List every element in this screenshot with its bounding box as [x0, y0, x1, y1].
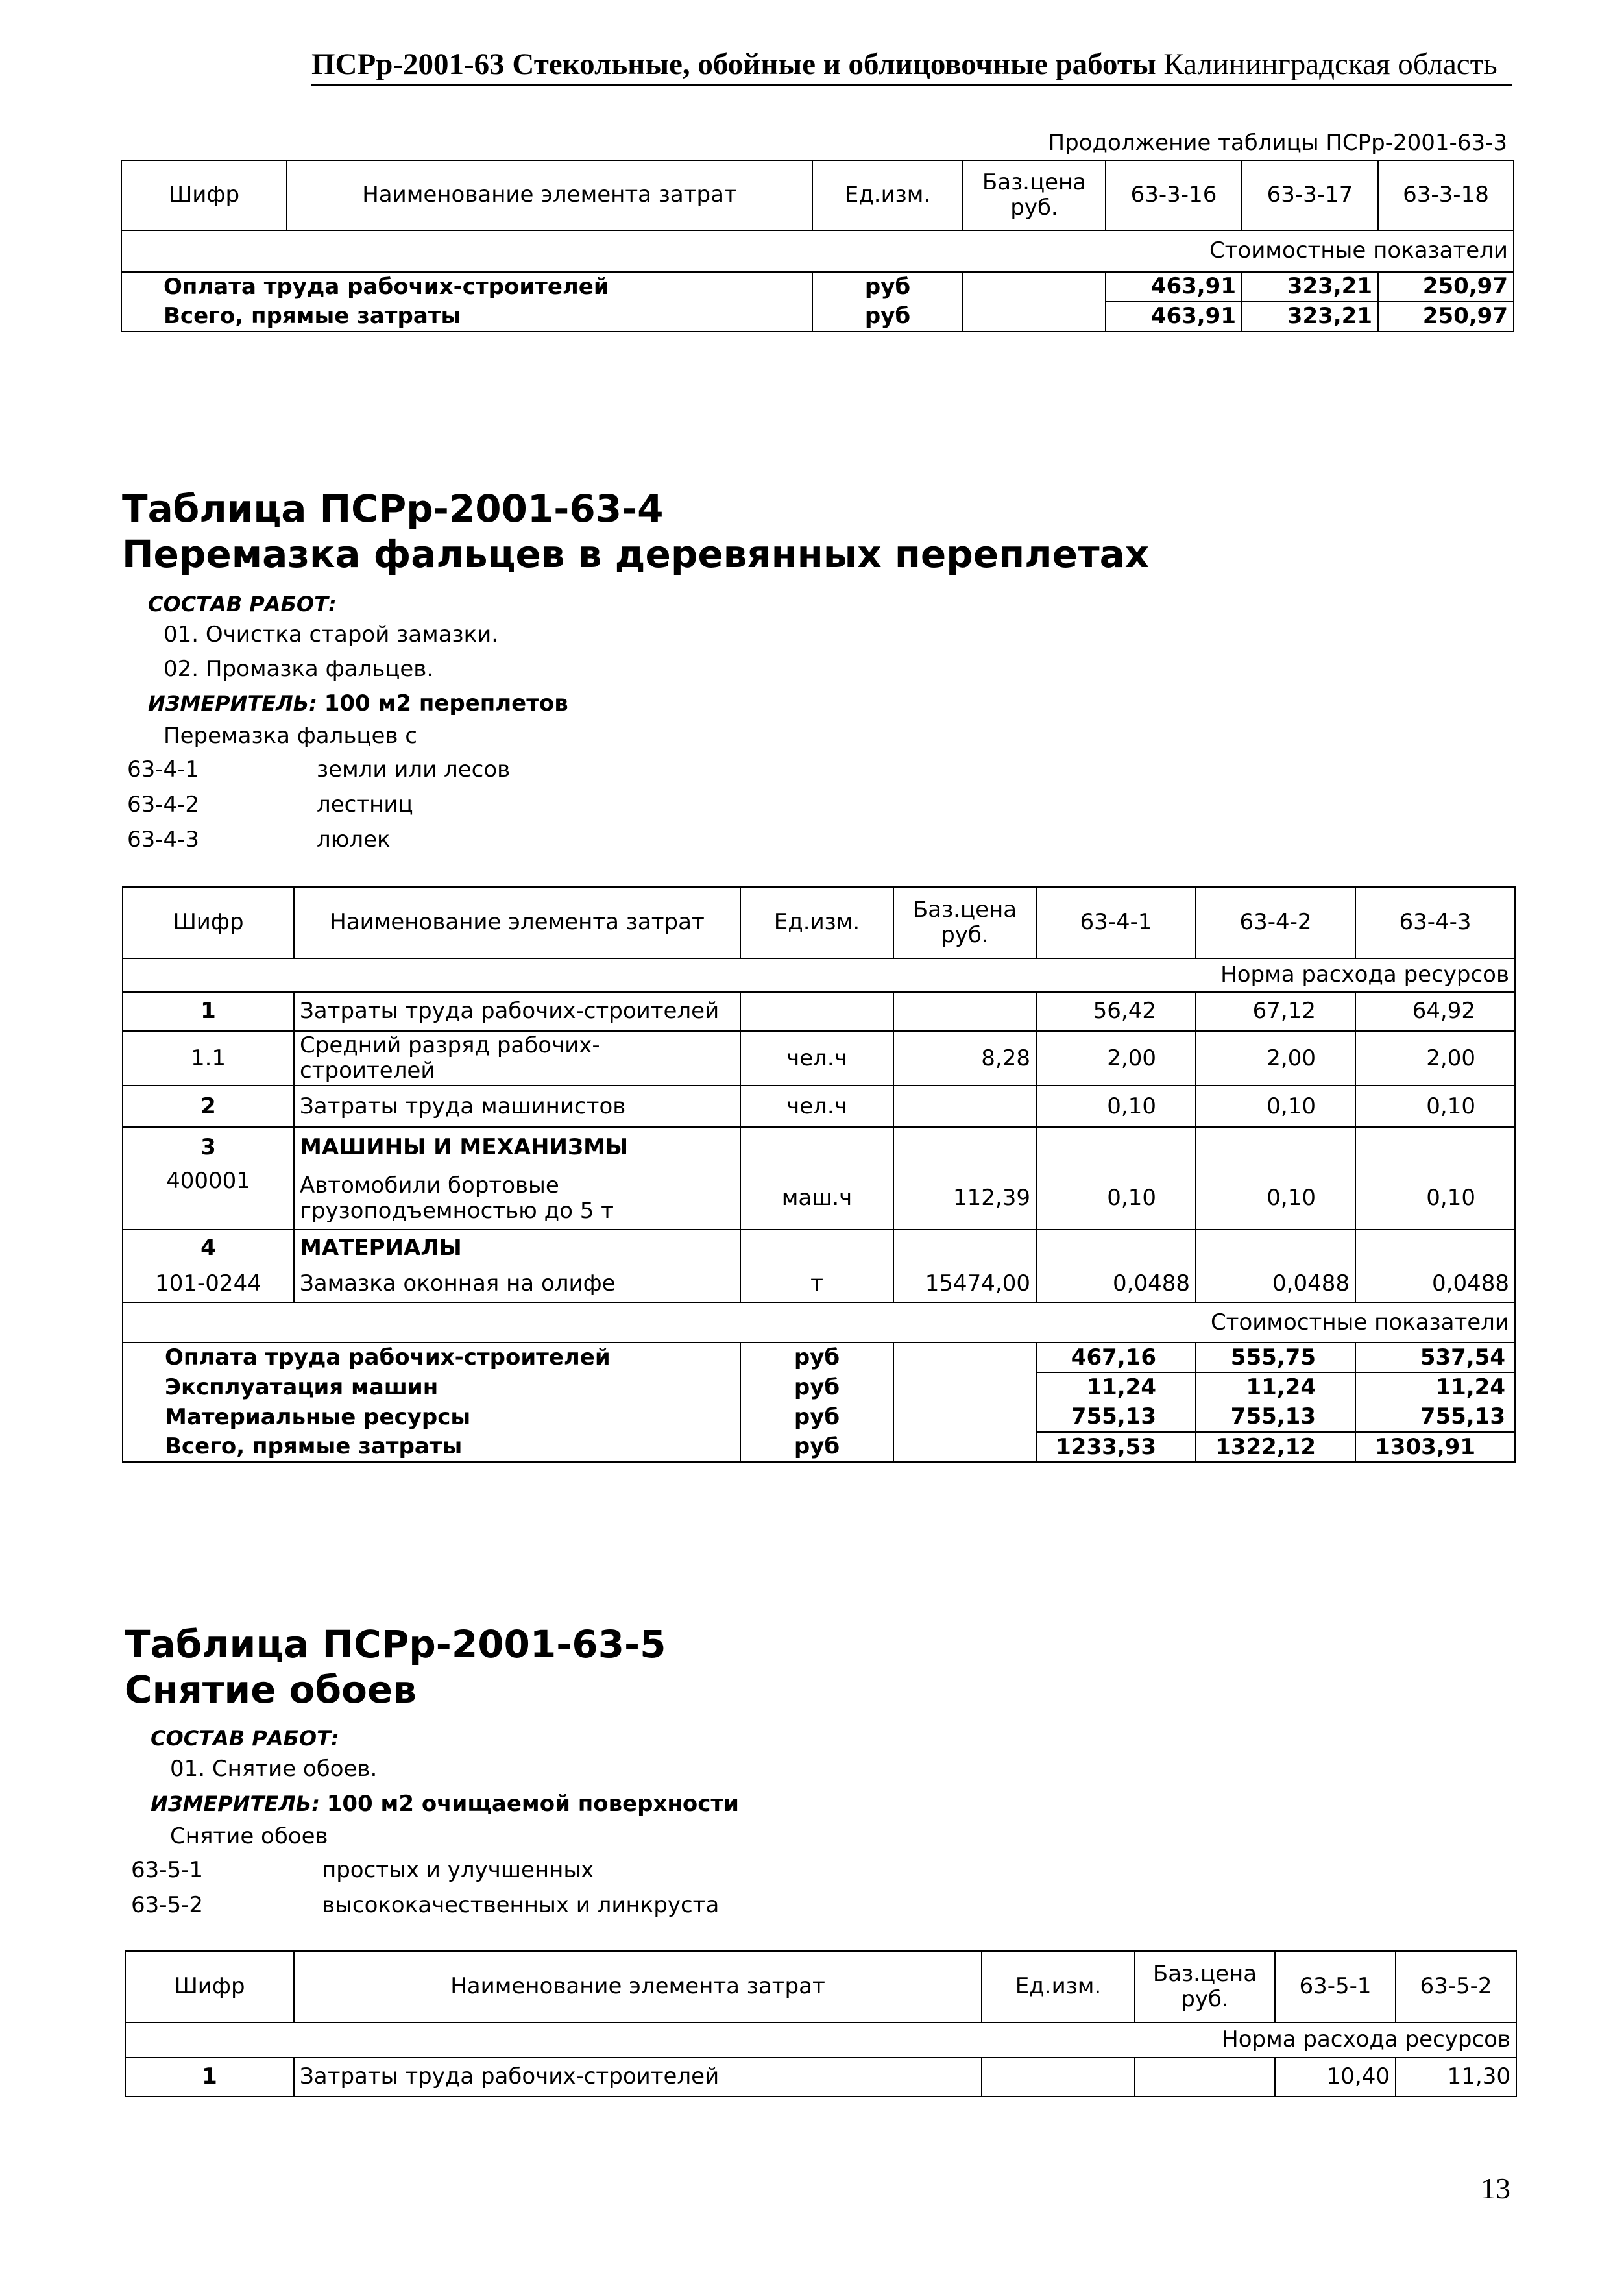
item-code: 63-4-3 — [127, 827, 200, 853]
meter-label: ИЗМЕРИТЕЛЬ: — [148, 691, 317, 716]
continuation-caption: Продолжение таблицы ПСРр-2001-63-3 — [1048, 130, 1507, 156]
col-header: 63-5-2 — [1396, 1951, 1516, 2023]
table-row — [123, 1266, 1515, 1302]
item-text: земли или лесов — [317, 757, 511, 783]
table-row — [121, 272, 1514, 302]
meter-label: ИЗМЕРИТЕЛЬ: — [151, 1792, 320, 1816]
row-value: 11,30 — [1396, 2058, 1516, 2096]
row-name: Затраты труда машинистов — [294, 1086, 740, 1127]
row-value: 64,92 — [1355, 992, 1515, 1031]
row-unit — [740, 992, 893, 1031]
row-value: 0,10 — [1036, 1167, 1196, 1230]
works-label: СОСТАВ РАБОТ: — [151, 1726, 339, 1751]
row-value: 323,21 — [1242, 302, 1378, 332]
header-title: ПСРр-2001-63 Стекольные, обойные и облицовочные работы — [311, 47, 1156, 81]
row-unit: чел.ч — [740, 1031, 893, 1086]
row-value: 11,24 — [1196, 1372, 1355, 1402]
row-code: 1 — [123, 992, 294, 1031]
row-value: 10,40 — [1275, 2058, 1396, 2096]
row-value: 323,21 — [1242, 272, 1378, 302]
table-row — [123, 1127, 1515, 1167]
row-name: Материальные ресурсы — [123, 1402, 740, 1432]
row-value: 250,97 — [1378, 272, 1514, 302]
item-code: 63-5-2 — [131, 1892, 204, 1918]
row-unit: руб — [740, 1432, 893, 1462]
col-unit-header: Ед.изм. — [740, 887, 893, 958]
row-value: 56,42 — [1036, 992, 1196, 1031]
table-row — [123, 1432, 1515, 1462]
col-header: 63-4-1 — [1036, 887, 1196, 958]
row-code: 101-0244 — [123, 1266, 294, 1302]
row-unit — [982, 2058, 1135, 2096]
row-value: 0,0488 — [1196, 1266, 1355, 1302]
row-price — [1135, 2058, 1275, 2096]
row-price — [893, 1086, 1036, 1127]
row-value: 0,10 — [1355, 1086, 1515, 1127]
row-value: 250,97 — [1378, 302, 1514, 332]
row-value: 467,16 — [1036, 1342, 1196, 1372]
table-row — [125, 2058, 1516, 2096]
row-price: 15474,00 — [893, 1266, 1036, 1302]
col-price-header: Баз.цена руб. — [893, 887, 1036, 958]
meter-line — [148, 690, 568, 716]
table-row — [123, 1167, 1515, 1230]
works-label: СОСТАВ РАБОТ: — [148, 592, 337, 616]
table-63-5 — [125, 1950, 1517, 2097]
row-name: Средний разряд рабочих-строителей — [294, 1031, 740, 1086]
row-unit: руб — [740, 1402, 893, 1432]
col-header: 63-5-1 — [1275, 1951, 1396, 2023]
table4-subtitle: Перемазка фальцев в деревянных переплетах — [122, 532, 1150, 576]
row-value: 755,13 — [1355, 1402, 1515, 1432]
col-name-header: Наименование элемента затрат — [287, 160, 812, 230]
row-value: 0,10 — [1196, 1167, 1355, 1230]
row-unit: чел.ч — [740, 1086, 893, 1127]
item-text: простых и улучшенных — [322, 1857, 594, 1883]
row-value: 1303,91 — [1355, 1432, 1515, 1462]
intro-text: Перемазка фальцев с — [164, 723, 417, 749]
item-code: 63-4-2 — [127, 792, 200, 818]
table4-title: Таблица ПСРр-2001-63-4 — [122, 487, 664, 531]
col-header: 63-3-18 — [1378, 160, 1514, 230]
row-name: МАШИНЫ И МЕХАНИЗМЫ — [294, 1127, 740, 1167]
row-code: 1.1 — [123, 1031, 294, 1086]
item-text: люлек — [317, 827, 391, 853]
row-value: 0,10 — [1196, 1086, 1355, 1127]
row-value: 555,75 — [1196, 1342, 1355, 1372]
row-name: Замазка оконная на олифе — [294, 1266, 740, 1302]
row-code: 4 — [123, 1230, 294, 1266]
row-unit: т — [740, 1266, 893, 1302]
row-value: 1322,12 — [1196, 1432, 1355, 1462]
table-row — [123, 1372, 1515, 1402]
row-value: 755,13 — [1036, 1402, 1196, 1432]
row-value: 0,0488 — [1036, 1266, 1196, 1302]
section-label: Стоимостные показатели — [123, 1302, 1515, 1342]
col-price-header: Баз.цена руб. — [963, 160, 1106, 230]
row-price — [893, 992, 1036, 1031]
row-name: Всего, прямые затраты — [121, 302, 812, 332]
table-row — [123, 1031, 1515, 1086]
row-name: Всего, прямые затраты — [123, 1432, 740, 1462]
item-text: высококачественных и линкруста — [322, 1892, 720, 1918]
table-row — [123, 1086, 1515, 1127]
row-name: Оплата труда рабочих-строителей — [123, 1342, 740, 1372]
row-code: 1 — [125, 2058, 294, 2096]
row-code: 3 — [123, 1127, 294, 1167]
table-row — [123, 1230, 1515, 1266]
section-label: Стоимостные показатели — [121, 230, 1514, 272]
meter-value: 100 м2 очищаемой поверхности — [326, 1791, 739, 1817]
row-value: 2,00 — [1196, 1031, 1355, 1086]
row-price: 8,28 — [893, 1031, 1036, 1086]
row-name: Затраты труда рабочих-строителей — [294, 2058, 982, 2096]
row-value: 0,10 — [1355, 1167, 1515, 1230]
col-price-header: Баз.цена руб. — [1135, 1951, 1275, 2023]
row-unit: руб — [812, 302, 963, 332]
table5-subtitle: Снятие обоев — [125, 1668, 417, 1712]
work-item: 01. Снятие обоев. — [170, 1756, 378, 1782]
col-code-header: Шифр — [125, 1951, 294, 2023]
row-name: Эксплуатация машин — [123, 1372, 740, 1402]
page-header — [311, 47, 1512, 86]
intro-text: Снятие обоев — [170, 1823, 328, 1849]
item-text: лестниц — [317, 792, 413, 818]
work-item: 01. Очистка старой замазки. — [164, 622, 499, 648]
table-63-3 — [121, 160, 1514, 332]
row-value: 2,00 — [1355, 1031, 1515, 1086]
table-row — [123, 1342, 1515, 1372]
row-value: 463,91 — [1106, 302, 1242, 332]
table-63-4 — [122, 886, 1516, 1463]
row-name: МАТЕРИАЛЫ — [294, 1230, 740, 1266]
row-unit: руб — [740, 1342, 893, 1372]
col-name-header: Наименование элемента затрат — [294, 887, 740, 958]
table5-title: Таблица ПСРр-2001-63-5 — [125, 1622, 666, 1666]
table-row — [123, 992, 1515, 1031]
row-name: Затраты труда рабочих-строителей — [294, 992, 740, 1031]
section-label: Норма расхода ресурсов — [125, 2023, 1516, 2058]
col-unit-header: Ед.изм. — [982, 1951, 1135, 2023]
header-region: Калининградская область — [1163, 47, 1497, 81]
row-price: 112,39 — [893, 1167, 1036, 1230]
row-value: 537,54 — [1355, 1342, 1515, 1372]
work-item: 02. Промазка фальцев. — [164, 656, 434, 682]
item-code: 63-5-1 — [131, 1857, 204, 1883]
section-label: Норма расхода ресурсов — [123, 958, 1515, 992]
col-name-header: Наименование элемента затрат — [294, 1951, 982, 2023]
row-code: 2 — [123, 1086, 294, 1127]
row-value: 67,12 — [1196, 992, 1355, 1031]
table-row — [123, 1402, 1515, 1432]
page-number: 13 — [1481, 2172, 1510, 2205]
row-value: 2,00 — [1036, 1031, 1196, 1086]
col-code-header: Шифр — [121, 160, 287, 230]
row-unit: руб — [812, 272, 963, 302]
row-code: 400001 — [123, 1167, 294, 1230]
row-name: Оплата труда рабочих-строителей — [121, 272, 812, 302]
row-value: 0,10 — [1036, 1086, 1196, 1127]
col-header: 63-3-17 — [1242, 160, 1378, 230]
row-unit: маш.ч — [740, 1167, 893, 1230]
row-value: 11,24 — [1355, 1372, 1515, 1402]
meter-value: 100 м2 переплетов — [324, 690, 568, 716]
row-value: 0,0488 — [1355, 1266, 1515, 1302]
row-value: 755,13 — [1196, 1402, 1355, 1432]
col-header: 63-3-16 — [1106, 160, 1242, 230]
col-unit-header: Ед.изм. — [812, 160, 963, 230]
row-value: 1233,53 — [1036, 1432, 1196, 1462]
meter-line — [151, 1791, 739, 1817]
row-value: 463,91 — [1106, 272, 1242, 302]
row-name: Автомобили бортовые грузоподъемностью до 5 т — [294, 1167, 740, 1230]
item-code: 63-4-1 — [127, 757, 200, 783]
table-row — [121, 302, 1514, 332]
col-header: 63-4-3 — [1355, 887, 1515, 958]
row-value: 11,24 — [1036, 1372, 1196, 1402]
col-header: 63-4-2 — [1196, 887, 1355, 958]
col-code-header: Шифр — [123, 887, 294, 958]
row-unit: руб — [740, 1372, 893, 1402]
